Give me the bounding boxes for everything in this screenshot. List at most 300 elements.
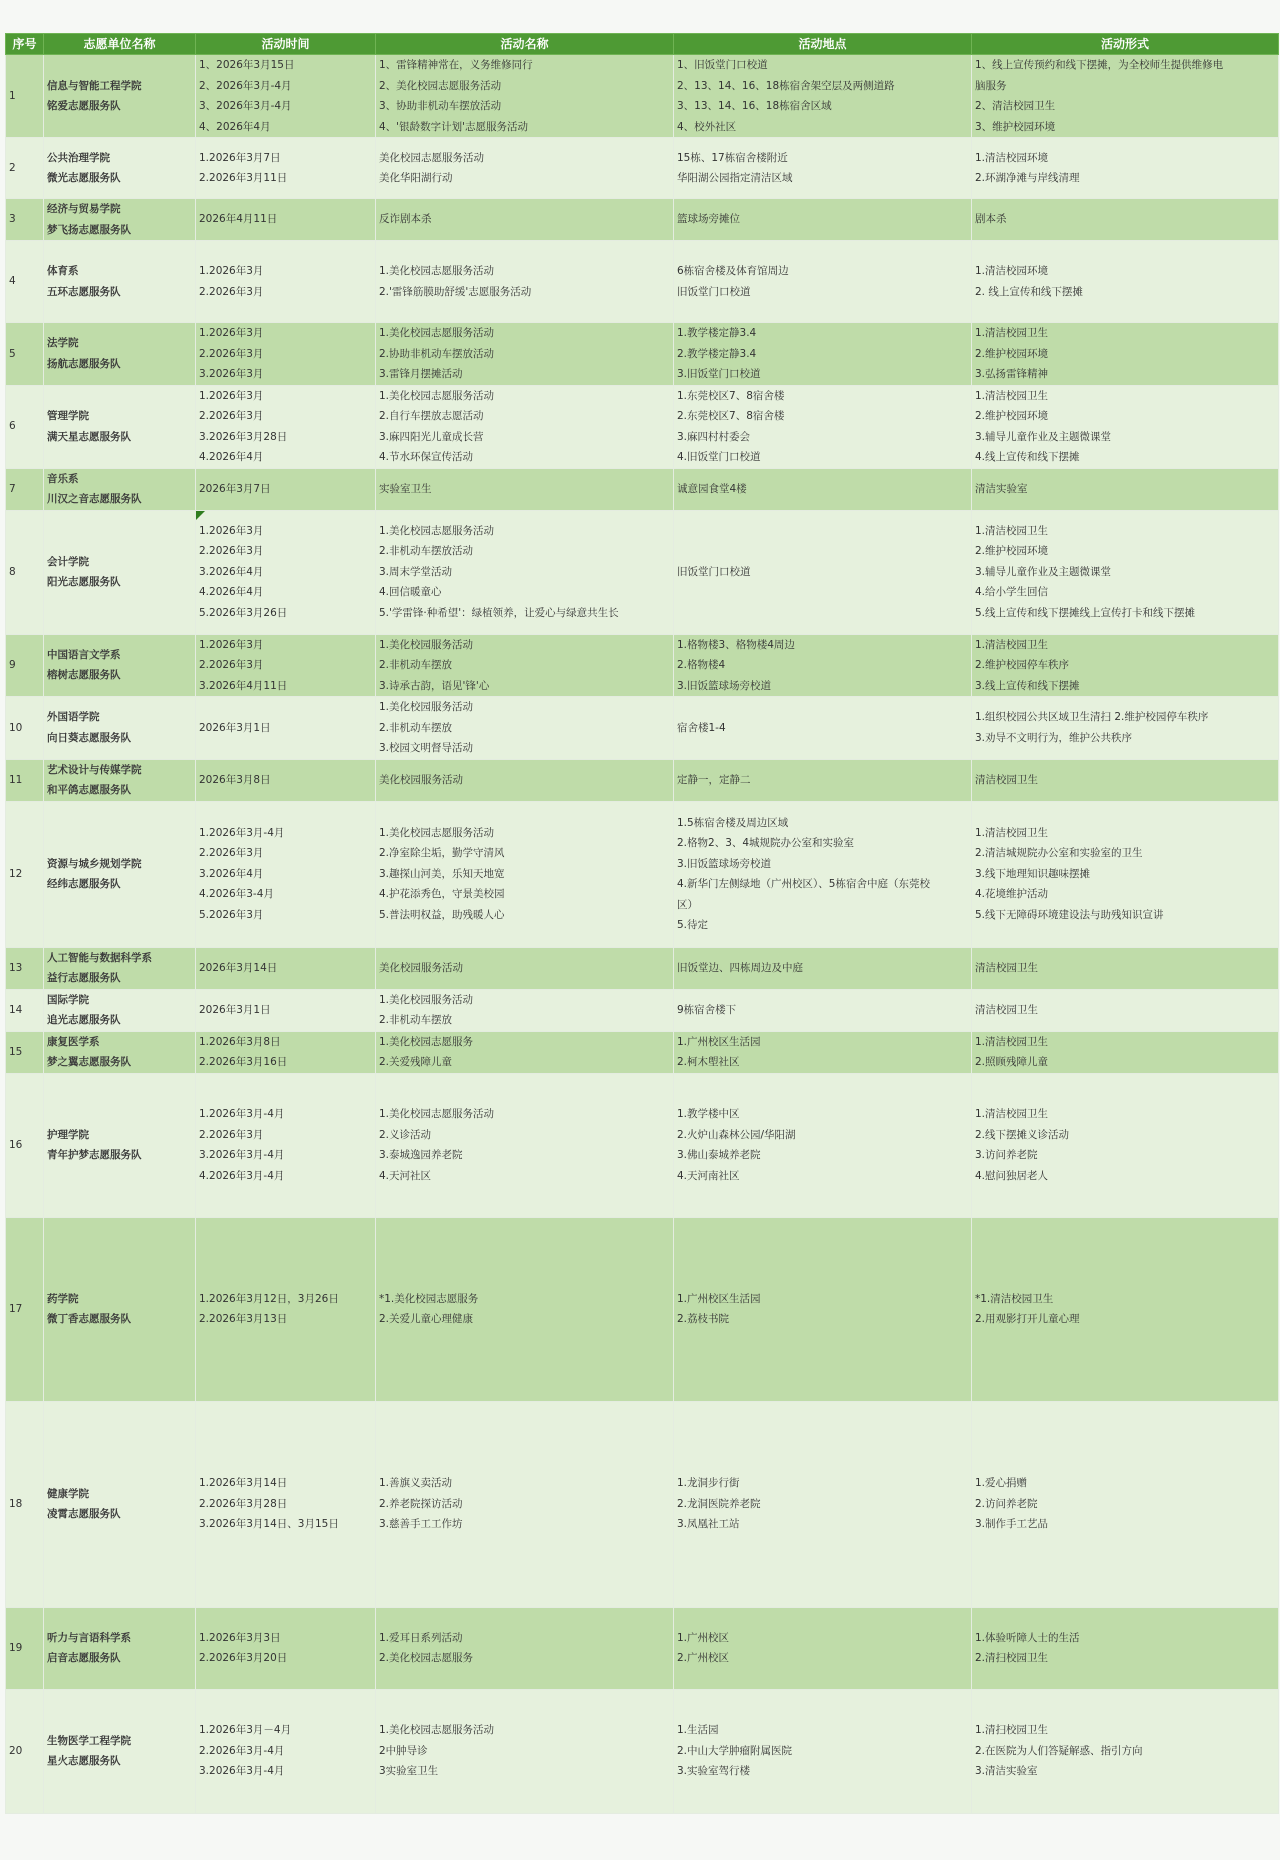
cell-unit[interactable] [44,1401,196,1607]
cell-place[interactable] [674,1401,972,1607]
name-line: 实验室卫生 [379,482,432,495]
unit-line: 经纬志愿服务队 [47,878,121,890]
cell-no[interactable]: 18 [6,1401,44,1607]
time-line: 2.2026年3月 [199,410,264,422]
cell-unit[interactable] [44,323,196,386]
unit-line: 铭爱志愿服务队 [47,100,121,112]
cell-time[interactable] [196,1073,376,1217]
cell-place[interactable] [674,947,972,989]
time-line: 3.2026年3月28日 [199,430,288,443]
name-line: 2.非机动车摆放 [379,1014,453,1026]
unit-line: 法学院 [47,337,79,350]
unit-line: 体育系 [47,265,79,277]
table-row [6,801,1279,947]
cell-place[interactable] [674,138,972,199]
header-row [6,34,1279,55]
form-line: 2.维护校园环境 [975,347,1049,360]
form-line: 2.用观影打开儿童心理 [975,1313,1080,1325]
cell-place[interactable] [674,634,972,697]
place-line: 2.教学楼定静3.4 [677,347,757,360]
table-row [6,323,1279,386]
table-row [6,55,1279,138]
form-line: 1.清洁校园卫生 [975,1035,1049,1048]
time-line: 2.2026年3月 [199,659,264,671]
place-line: 2.广州校区 [677,1652,730,1664]
form-line: 清洁校园卫生 [975,773,1038,786]
name-line: 3.趣探山河美，乐知天地宽 [379,867,505,880]
place-line: 9栋宿舍楼下 [677,1003,737,1016]
name-line: 5.普法明权益，助残暖人心 [379,908,505,921]
unit-line: 会计学院 [47,555,89,568]
cell-unit[interactable] [44,241,196,323]
cell-form[interactable] [972,385,1279,468]
place-line: 诚意园食堂4楼 [677,482,747,495]
cell-name[interactable] [376,759,674,801]
place-line: 1.广州校区生活园 [677,1035,761,1048]
form-line: 1.体验听障人士的生活 [975,1631,1080,1644]
place-line: 4.新华门左侧绿地（广州校区）、5栋宿舍中庭（东莞校 [677,878,930,890]
name-line: 3.雷锋月摆摊活动 [379,368,463,380]
name-line: 3.泰城逸园养老院 [379,1149,463,1161]
name-line: 2.养老院探访活动 [379,1497,463,1510]
cell-form[interactable] [972,1401,1279,1607]
cell-form[interactable] [972,241,1279,323]
name-line: 美化校园服务活动 [379,773,463,786]
cell-no[interactable]: 4 [6,241,44,323]
time-line: 1.2026年3月3日 [199,1631,281,1644]
name-line: 2.非机动车摆放 [379,659,453,671]
cell-form[interactable] [972,947,1279,989]
cell-form[interactable] [972,1607,1279,1689]
header-name[interactable]: 活动名称 [376,34,674,55]
cell-no[interactable]: 17 [6,1217,44,1401]
cell-time[interactable] [196,1031,376,1073]
unit-line: 榕树志愿服务队 [47,669,121,682]
cell-unit[interactable] [44,468,196,510]
name-line: 美化校园服务活动 [379,961,463,974]
place-line: 1.格物楼3、格物楼4周边 [677,638,795,651]
name-line: 反诈剧本杀 [379,213,432,226]
cell-unit[interactable] [44,634,196,697]
name-line: 1.善旗义卖活动 [379,1477,453,1490]
cell-place[interactable] [674,468,972,510]
cell-name[interactable] [376,1401,674,1607]
unit-line: 益行志愿服务队 [47,972,121,984]
cell-unit[interactable] [44,989,196,1031]
place-line: 3.旧饭篮球场旁校道 [677,857,772,870]
form-line: 1.清洁校园卫生 [975,638,1049,651]
unit-line: 满天星志愿服务队 [47,430,131,443]
cell-no[interactable]: 2 [6,138,44,199]
cell-no[interactable]: 16 [6,1073,44,1217]
header-unit[interactable]: 志愿单位名称 [44,34,196,55]
place-line: 3、13、14、16、18栋宿舍区域 [677,100,832,112]
cell-unit[interactable] [44,697,196,760]
cell-unit[interactable] [44,510,196,634]
time-line: 3.2026年3月 [199,368,264,380]
unit-line: 健康学院 [47,1487,89,1500]
cell-no[interactable]: 14 [6,989,44,1031]
time-line: 2026年3月1日 [199,1003,271,1016]
cell-no[interactable]: 10 [6,697,44,760]
cell-name[interactable] [376,323,674,386]
cell-name[interactable] [376,634,674,697]
cell-place[interactable] [674,697,972,760]
table-row [6,947,1279,989]
time-line: 1.2026年3月 [199,638,264,651]
name-line: 1.美化校园志愿服务活动 [379,327,495,339]
cell-place[interactable] [674,385,972,468]
time-line: 4、2026年4月 [199,120,271,133]
unit-line: 生物医学工程学院 [47,1734,131,1747]
unit-line: 川汉之音志愿服务队 [47,493,142,505]
place-line: 旧饭堂门口校道 [677,565,751,578]
cell-time[interactable] [196,55,376,138]
time-line: 3.2026年4月 [199,565,264,578]
cell-time[interactable] [196,1689,376,1813]
name-line: 美化校园志愿服务活动 [379,151,484,164]
unit-line: 青年护梦志愿服务队 [47,1149,142,1161]
table-row [6,989,1279,1031]
cell-form[interactable] [972,1217,1279,1401]
name-line: 2.净室除尘垢，勤学守清风 [379,847,505,860]
unit-line: 资源与城乡规划学院 [47,857,142,870]
time-line: 1.2026年3月 [199,524,264,537]
cell-place[interactable] [674,989,972,1031]
form-line: 3.制作手工艺品 [975,1518,1049,1531]
name-line: 3.麻四阳光儿童成长营 [379,430,484,443]
time-line: 5.2026年3月 [199,908,264,921]
cell-name[interactable] [376,1073,674,1217]
cell-place[interactable] [674,55,972,138]
table-row [6,1031,1279,1073]
name-line: 1.美化校园志愿服务活动 [379,1108,495,1120]
place-line: 2.火炉山森林公园/华阳湖 [677,1128,796,1141]
time-line: 4.2026年3月-4月 [199,1169,285,1182]
cell-place[interactable] [674,1607,972,1689]
cell-time[interactable] [196,634,376,697]
table-row [6,199,1279,241]
table-row [6,697,1279,760]
cell-name[interactable] [376,510,674,634]
cell-time[interactable] [196,510,376,634]
cell-unit[interactable] [44,947,196,989]
form-line: 2、清洁校园卫生 [975,100,1056,112]
cell-name[interactable] [376,1689,674,1813]
form-line: 1.清洁校园卫生 [975,524,1049,537]
table-row [6,385,1279,468]
form-line: 2.线下摆摊义诊活动 [975,1128,1070,1141]
cell-no[interactable]: 6 [6,385,44,468]
cell-unit[interactable] [44,1607,196,1689]
form-line: 3.访问养老院 [975,1149,1038,1161]
cell-no[interactable]: 19 [6,1607,44,1689]
form-line: 剧本杀 [975,213,1007,226]
cell-form[interactable] [972,634,1279,697]
place-line: 华阳湖公园指定清洁区域 [677,172,793,184]
time-line: 2026年3月14日 [199,961,278,974]
unit-line: 阳光志愿服务队 [47,576,121,588]
time-line: 2.2026年3月 [199,545,264,558]
unit-line: 中国语言文学系 [47,648,121,661]
cell-no[interactable]: 20 [6,1689,44,1813]
cell-form[interactable] [972,989,1279,1031]
cell-name[interactable] [376,468,674,510]
unit-line: 管理学院 [47,410,89,422]
name-line: 3.周末学堂活动 [379,565,453,578]
cell-place[interactable] [674,1217,972,1401]
cell-name[interactable] [376,1217,674,1401]
place-line: 4、校外社区 [677,120,737,133]
unit-line: 音乐系 [47,472,79,485]
cell-name[interactable] [376,199,674,241]
name-line: 2、美化校园志愿服务活动 [379,79,502,92]
place-line: 4.旧饭堂门口校道 [677,451,761,463]
form-line: 4.给小学生回信 [975,586,1049,599]
cell-unit[interactable] [44,55,196,138]
place-line: 3.旧饭篮球场旁校道 [677,679,772,692]
form-line: 2.照顾残障儿童 [975,1056,1049,1068]
name-line: 4.节水环保宣传活动 [379,451,474,463]
unit-line: 公共治理学院 [47,151,110,164]
cell-place[interactable] [674,323,972,386]
cell-place[interactable] [674,801,972,947]
name-line: 2.协助非机动车摆放活动 [379,347,495,360]
time-line: 1、2026年3月15日 [199,59,295,71]
cell-form[interactable] [972,468,1279,510]
cell-time[interactable] [196,1217,376,1401]
cell-unit[interactable] [44,385,196,468]
cell-unit[interactable] [44,1689,196,1813]
name-line: 1.美化校园志愿服务活动 [379,826,495,839]
place-line: 1.东莞校区7、8宿舍楼 [677,389,785,402]
form-line: 清洁校园卫生 [975,1003,1038,1016]
form-line: 清洁校园卫生 [975,961,1038,974]
time-line: 3.2026年4月11日 [199,679,288,692]
cell-form[interactable] [972,697,1279,760]
cell-time[interactable] [196,759,376,801]
name-line: 1.爱耳日系列活动 [379,1631,463,1644]
form-line: 3.辅导儿童作业及主题微课堂 [975,565,1112,578]
time-line: 2026年3月7日 [199,482,271,495]
unit-line: 向日葵志愿服务队 [47,731,131,744]
place-line: 2.格物楼4 [677,659,726,671]
cell-form[interactable] [972,759,1279,801]
form-line: 1、线上宣传预约和线下摆摊，为全校师生提供维修电 [975,59,1224,71]
place-line: 15栋、17栋宿舍楼附近 [677,151,788,164]
cell-form[interactable] [972,510,1279,634]
name-line: 2.关爱残障儿童 [379,1056,453,1068]
cell-place[interactable] [674,510,972,634]
cell-place[interactable] [674,1031,972,1073]
cell-unit[interactable] [44,1073,196,1217]
cell-form[interactable] [972,138,1279,199]
unit-line: 微光志愿服务队 [47,172,121,184]
form-line: 1.爱心捐赠 [975,1477,1028,1490]
unit-line: 追光志愿服务队 [47,1014,121,1026]
cell-time[interactable] [196,323,376,386]
header-time[interactable]: 活动时间 [196,34,376,55]
cell-no[interactable]: 9 [6,634,44,697]
form-line: 1.清洁校园卫生 [975,1108,1049,1120]
header-place[interactable]: 活动地点 [674,34,972,55]
form-line: 脑服务 [975,79,1007,92]
cell-time[interactable] [196,385,376,468]
cell-time[interactable] [196,989,376,1031]
cell-form[interactable] [972,199,1279,241]
cell-unit[interactable] [44,759,196,801]
cell-place[interactable] [674,1073,972,1217]
place-line: 篮球场旁摊位 [677,213,740,226]
time-line: 2.2026年3月 [199,1128,264,1141]
table-row [6,241,1279,323]
cell-no[interactable]: 7 [6,468,44,510]
place-line: 2.柯木塱社区 [677,1056,740,1068]
unit-line: 康复医学系 [47,1035,100,1048]
cell-form[interactable] [972,801,1279,947]
cell-name[interactable] [376,1031,674,1073]
place-line: 2、13、14、16、18栋宿舍架空层及两侧道路 [677,79,895,92]
cell-time[interactable] [196,468,376,510]
cell-name[interactable] [376,801,674,947]
cell-no[interactable]: 5 [6,323,44,386]
unit-line: 星火志愿服务队 [47,1755,121,1767]
place-line: 定静一，定静二 [677,773,751,786]
time-line: 2.2026年3月28日 [199,1497,288,1510]
cell-time[interactable] [196,1607,376,1689]
name-line: 4、'银龄数字计划'志愿服务活动 [379,120,528,133]
comment-marker-icon [196,511,205,520]
name-line: 1.美化校园志愿服务活动 [379,265,495,277]
form-line: 4.花境维护活动 [975,888,1049,901]
cell-form[interactable] [972,55,1279,138]
time-line: 3.2026年4月 [199,867,264,880]
name-line: 1.美化校园志愿服务活动 [379,1724,495,1737]
time-line: 1.2026年3月7日 [199,151,281,164]
cell-time[interactable] [196,138,376,199]
cell-name[interactable] [376,1607,674,1689]
form-line: 5.线上宣传和线下摆摊线上宣传打卡和线下摆摊 [975,606,1196,619]
place-line: 宿舍楼1-4 [677,721,726,734]
time-line: 2.2026年3月 [199,847,264,860]
header-form[interactable]: 活动形式 [972,34,1279,55]
name-line: 4.回信暖童心 [379,586,442,599]
place-line: 1.广州校区生活园 [677,1292,761,1305]
cell-unit[interactable] [44,801,196,947]
cell-place[interactable] [674,199,972,241]
place-line: 6栋宿舍楼及体育馆周边 [677,265,789,277]
unit-line: 扬航志愿服务队 [47,357,121,370]
unit-line: 外国语学院 [47,711,100,724]
cell-form[interactable] [972,1073,1279,1217]
place-line: 2.格物2、3、4城规院办公室和实验室 [677,837,855,849]
cell-form[interactable] [972,1689,1279,1813]
unit-line: 国际学院 [47,993,89,1006]
cell-no[interactable]: 13 [6,947,44,989]
form-line: 1.清洁校园卫生 [975,826,1049,839]
cell-time[interactable] [196,697,376,760]
unit-line: 五环志愿服务队 [47,285,121,298]
cell-time[interactable] [196,947,376,989]
unit-line: 人工智能与数据科学系 [47,951,152,964]
name-line: 3.诗承古韵，语见'锋'心 [379,679,490,692]
cell-no[interactable]: 8 [6,510,44,634]
cell-name[interactable] [376,138,674,199]
cell-place[interactable] [674,759,972,801]
name-line: 2.'雷锋筋膜助舒缓'志愿服务活动 [379,285,532,298]
name-line: 5.'学雷锋·种希望'：绿植领养，让爱心与绿意共生长 [379,606,619,619]
cell-no[interactable]: 11 [6,759,44,801]
table-body [6,55,1279,1814]
name-line: 3实验室卫生 [379,1765,439,1778]
time-line: 4.2026年4月 [199,586,264,599]
cell-unit[interactable] [44,199,196,241]
name-line: 1.美化校园服务活动 [379,701,474,713]
table-row [6,1689,1279,1813]
name-line: 2.义诊活动 [379,1128,432,1141]
name-line: 1、雷锋精神常在，义务维修同行 [379,59,533,71]
cell-form[interactable] [972,323,1279,386]
cell-name[interactable] [376,947,674,989]
cell-unit[interactable] [44,138,196,199]
time-line: 5.2026年3月26日 [199,606,288,619]
cell-unit[interactable] [44,1217,196,1401]
place-line: 1.广州校区 [677,1631,730,1644]
place-line: 3.旧饭堂门口校道 [677,368,761,380]
cell-no[interactable]: 15 [6,1031,44,1073]
name-line: *1.美化校园志愿服务 [379,1292,479,1305]
cell-time[interactable] [196,1401,376,1607]
cell-name[interactable] [376,385,674,468]
time-line: 2026年4月11日 [199,213,278,226]
cell-name[interactable] [376,241,674,323]
form-line: 2. 线上宣传和线下摆摊 [975,285,1083,298]
cell-time[interactable] [196,801,376,947]
cell-no[interactable]: 12 [6,801,44,947]
cell-name[interactable] [376,55,674,138]
cell-no[interactable]: 1 [6,55,44,138]
table-row [6,634,1279,697]
cell-place[interactable] [674,1689,972,1813]
cell-place[interactable] [674,241,972,323]
cell-unit[interactable] [44,1031,196,1073]
form-line: 1.清洁校园环境 [975,151,1049,164]
name-line: 1.美化校园服务活动 [379,638,474,651]
cell-name[interactable] [376,989,674,1031]
header-no[interactable]: 序号 [6,34,44,55]
cell-time[interactable] [196,199,376,241]
cell-name[interactable] [376,697,674,760]
place-line: 2.中山大学肿瘤附属医院 [677,1744,793,1757]
cell-no[interactable]: 3 [6,199,44,241]
place-line: 1.教学楼中区 [677,1108,740,1120]
form-line: 2.在医院为人们答疑解惑、指引方向 [975,1744,1143,1757]
time-line: 1.2026年3月8日 [199,1035,281,1048]
name-line: 1.美化校园志愿服务活动 [379,524,495,537]
form-line: 清洁实验室 [975,482,1028,495]
form-line: 2.清洁城规院办公室和实验室的卫生 [975,847,1143,860]
cell-time[interactable] [196,241,376,323]
name-line: 2.关爱儿童心理健康 [379,1313,474,1325]
cell-form[interactable] [972,1031,1279,1073]
place-line: 1.教学楼定静3.4 [677,327,757,339]
form-line: 4.慰问独居老人 [975,1169,1049,1182]
place-line: 1.5栋宿舍楼及周边区域 [677,816,789,829]
time-line: 2、2026年3月-4月 [199,79,292,92]
table-row [6,1073,1279,1217]
name-line: 2.非机动车摆放活动 [379,545,474,558]
name-line: 3.校园文明督导活动 [379,742,474,754]
